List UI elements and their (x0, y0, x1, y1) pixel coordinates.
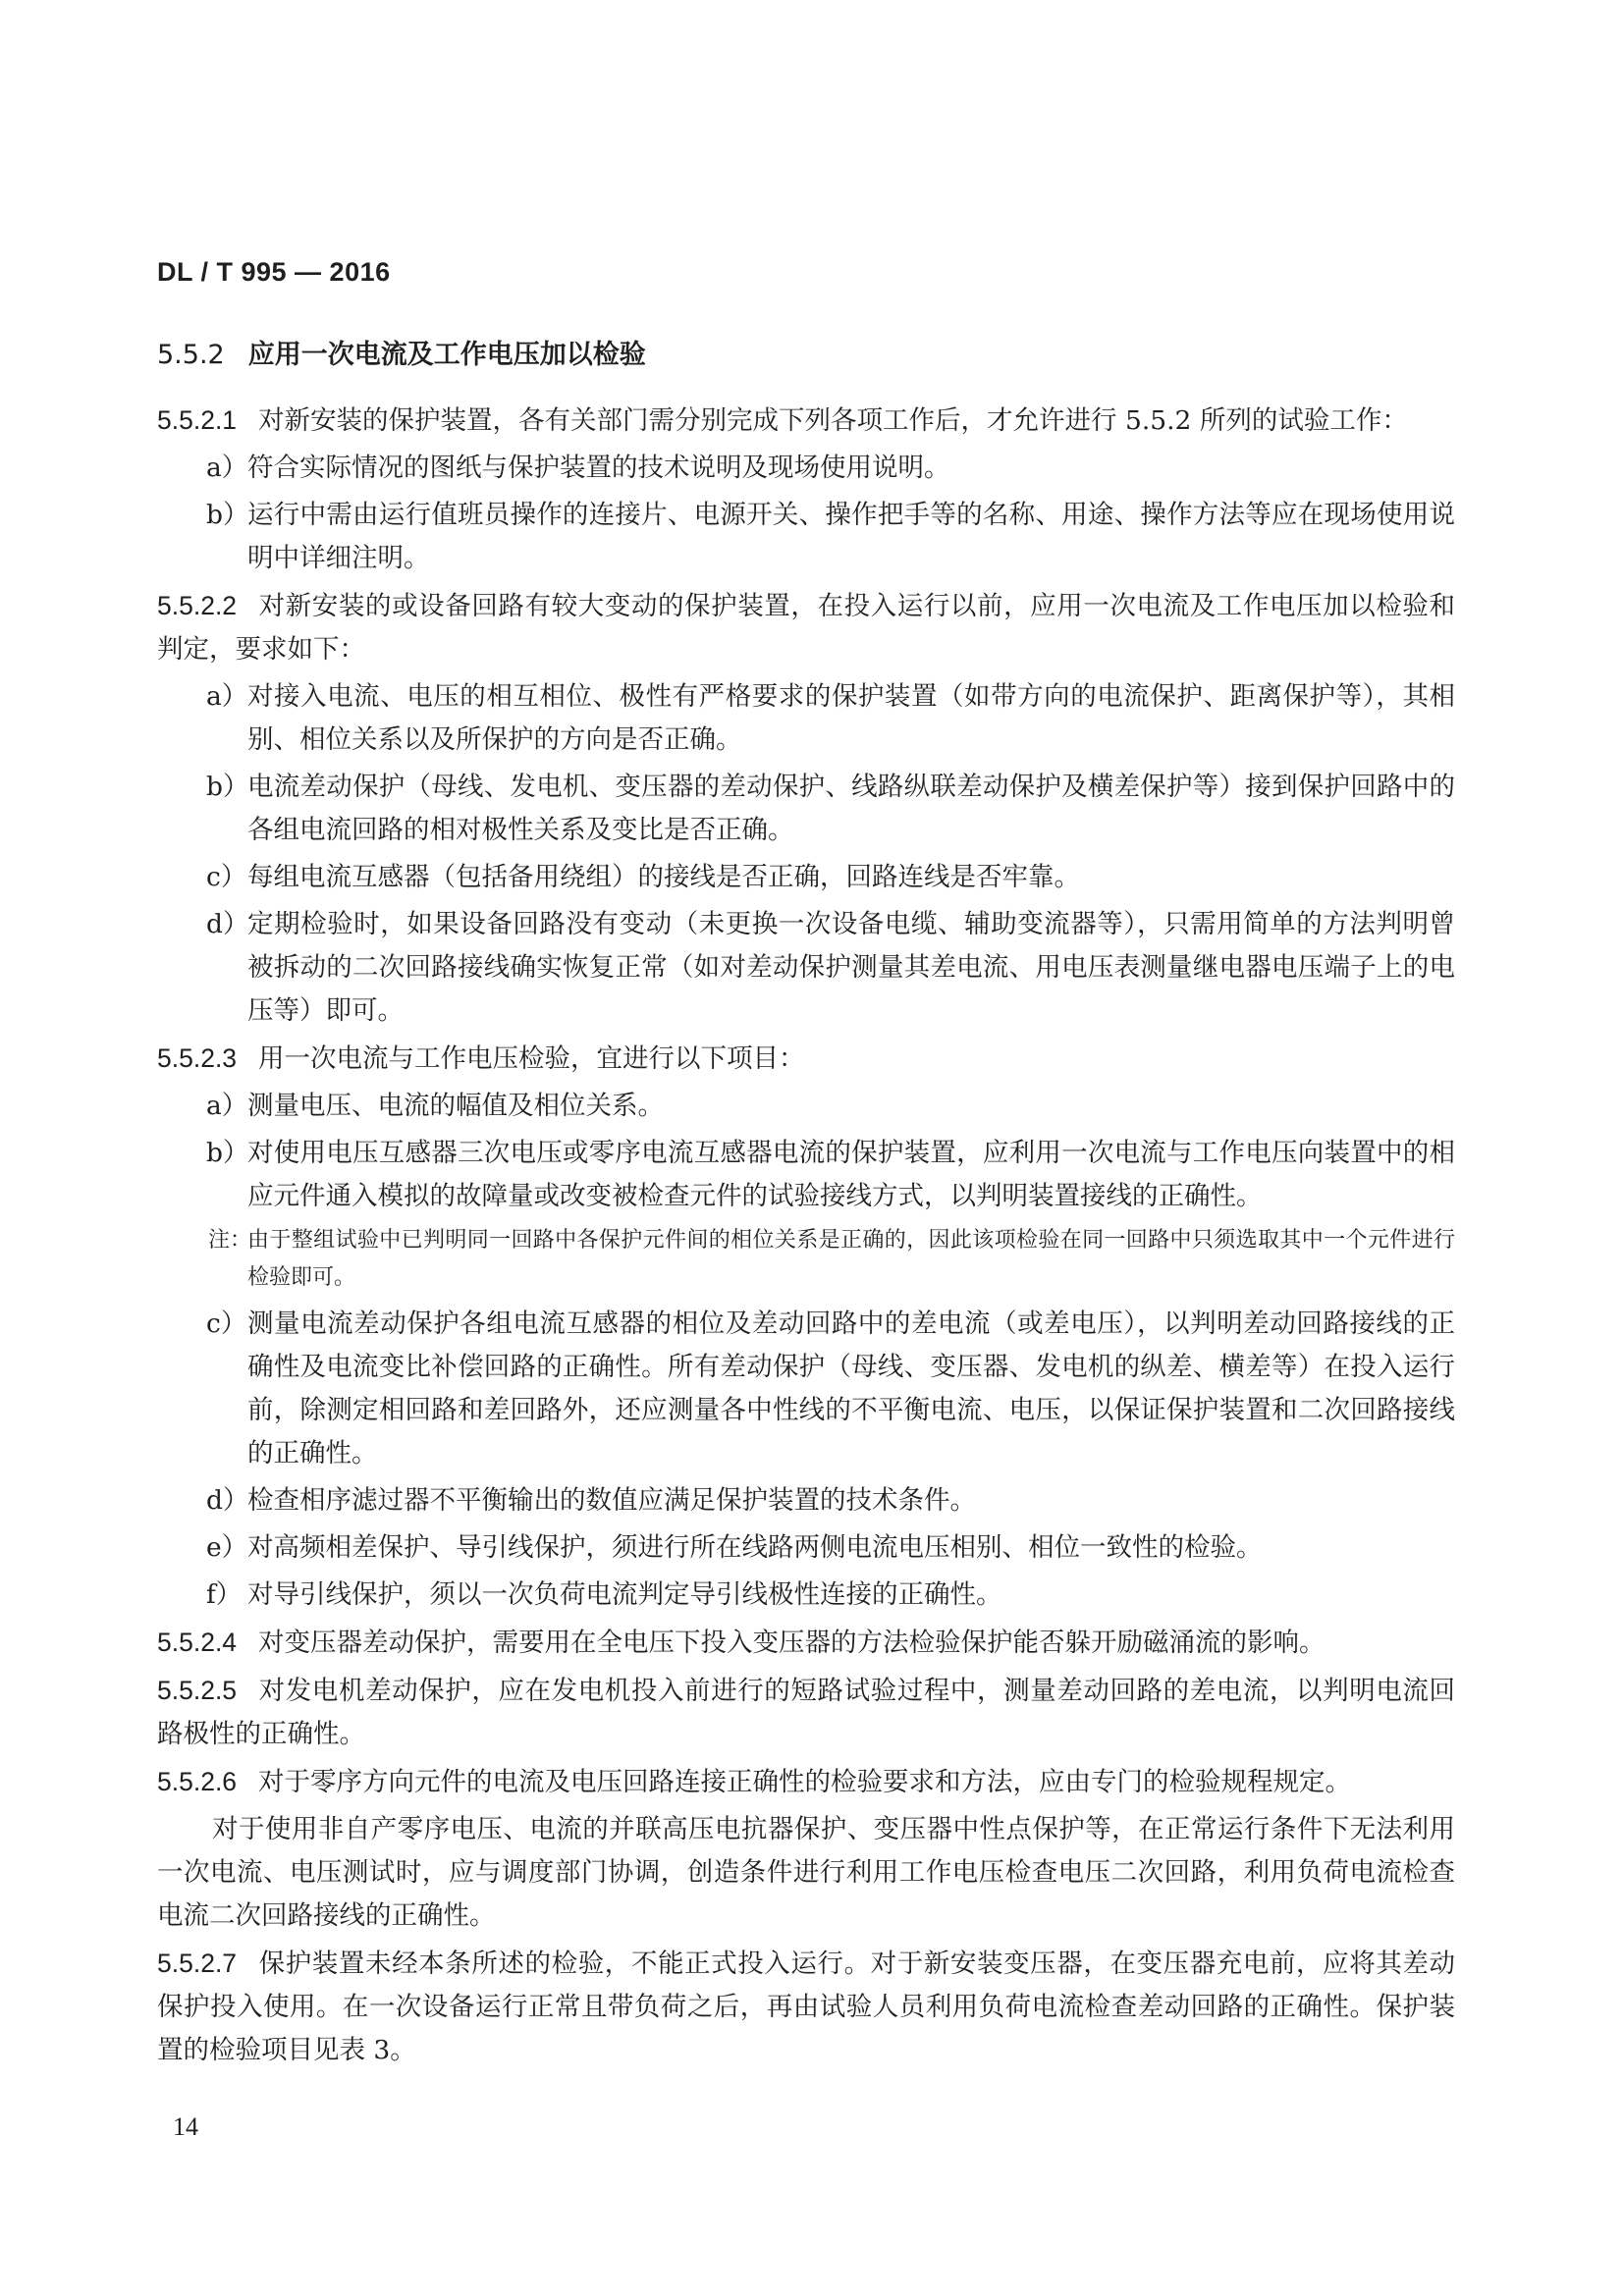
list-item (157, 1085, 1455, 1128)
item-text: 对高频相差保护、导引线保护，须进行所在线路两侧电流电压相别、相位一致性的检验。 (247, 1532, 1263, 1563)
item-text: 定期检验时，如果设备回路没有变动（未更换一次设备电缆、辅助变流器等），只需用简单的方法判明曾被拆动的二次回路接线确实恢复正常（如对差动保护测量其差电流、用电压表测量继电器电压端子上的电压等）即可。 (247, 909, 1455, 1026)
clause-text: 对发电机差动保护，应在发电机投入前进行的短路试验过程中，测量差动回路的差电流，以判明电流回路极性的正确性。 (157, 1676, 1455, 1749)
item-marker: d） (206, 1485, 249, 1516)
note (157, 1222, 1455, 1297)
clause-text: 保护装置未经本条所述的检验，不能正式投入运行。对于新安装变压器，在变压器充电前，应将其差动保护投入使用。在一次设备运行正常且带负荷之后，再由试验人员利用负荷电流检查差动回路的正确性。保护装置的检验项目见表 3。 (157, 1949, 1455, 2065)
clause-5-5-2-2 (157, 584, 1455, 671)
note-text: 由于整组试验中已判明同一回路中各保护元件间的相位关系是正确的，因此该项检验在同一回路中只须选取其中一个元件进行检验即可。 (247, 1228, 1455, 1290)
clause-text: 对新安装的保护装置，各有关部门需分别完成下列各项工作后，才允许进行 5.5.2 所列的试验工作： (258, 405, 1408, 436)
page-number: 14 (173, 2112, 198, 2141)
item-text: 对接入电流、电压的相互相位、极性有严格要求的保护装置（如带方向的电流保护、距离保护等），其相别、相位关系以及所保护的方向是否正确。 (247, 681, 1455, 755)
item-marker: b） (206, 772, 249, 802)
list-item (157, 1574, 1455, 1617)
note-marker: 注： (208, 1228, 252, 1253)
item-marker: d） (206, 909, 249, 939)
clause-number: 5.5.2.6 (157, 1767, 238, 1796)
clause-text: 对变压器差动保护，需要用在全电压下投入变压器的方法检验保护能否躲开励磁涌流的影响。 (258, 1628, 1325, 1658)
section-title: 应用一次电流及工作电压加以检验 (247, 340, 646, 370)
list-item (157, 494, 1455, 580)
document-body (157, 334, 1455, 2076)
clause-5-5-2-6 (157, 1760, 1455, 1804)
item-text: 符合实际情况的图纸与保护装置的技术说明及现场使用说明。 (247, 453, 950, 483)
item-text: 对使用电压互感器三次电压或零序电流互感器电流的保护装置，应利用一次电流与工作电压向装置中的相应元件通入模拟的故障量或改变被检查元件的试验接线方式，以判明装置接线的正确性。 (247, 1138, 1455, 1211)
clause-number: 5.5.2.2 (157, 591, 238, 620)
item-text: 电流差动保护（母线、发电机、变压器的差动保护、线路纵联差动保护及横差保护等）接到保护回路中的各组电流回路的相对极性关系及变比是否正确。 (247, 772, 1455, 845)
item-text: 每组电流互感器（包括备用绕组）的接线是否正确，回路连线是否牢靠。 (247, 862, 1080, 892)
item-marker: e） (206, 1532, 248, 1563)
clause-5-5-2-5 (157, 1669, 1455, 1756)
list-item (157, 1303, 1455, 1475)
clause-number: 5.5.2.1 (157, 405, 238, 435)
clause-number: 5.5.2.4 (157, 1628, 238, 1657)
list-item (157, 1479, 1455, 1522)
clause-5-5-2-7 (157, 1942, 1455, 2072)
body-paragraph: 对于使用非自产零序电压、电流的并联高压电抗器保护、变压器中性点保护等，在正常运行条件下无法利用一次电流、电压测试时，应与调度部门协调，创造条件进行利用工作电压检查电压二次回路，利用负荷电流检查电流二次回路接线的正确性。 (157, 1814, 1455, 1931)
document-code: DL / T 995 — 2016 (157, 257, 391, 287)
item-marker: f） (206, 1579, 243, 1610)
clause-text: 对于零序方向元件的电流及电压回路连接正确性的检验要求和方法，应由专门的检验规程规定。 (258, 1767, 1352, 1797)
list-item (157, 1526, 1455, 1570)
clause-5-5-2-4 (157, 1621, 1455, 1665)
list-item (157, 766, 1455, 852)
list-item (157, 856, 1455, 899)
item-marker: b） (206, 1138, 249, 1168)
clause-5-5-2-3 (157, 1037, 1455, 1081)
item-text: 运行中需由运行值班员操作的连接片、电源开关、操作把手等的名称、用途、操作方法等应在现场使用说明中详细注明。 (247, 500, 1455, 573)
list-item (157, 1132, 1455, 1218)
item-text: 对导引线保护，须以一次负荷电流判定导引线极性连接的正确性。 (247, 1579, 1002, 1610)
item-marker: a） (206, 681, 248, 712)
clause-text: 对新安装的或设备回路有较大变动的保护装置，在投入运行以前，应用一次电流及工作电压加以检验和判定，要求如下： (157, 591, 1455, 665)
item-marker: c） (206, 1308, 247, 1339)
clause-text: 用一次电流与工作电压检验，宜进行以下项目： (258, 1043, 805, 1074)
item-marker: b） (206, 500, 249, 530)
list-item (157, 447, 1455, 490)
item-text: 测量电流差动保护各组电流互感器的相位及差动回路中的差电流（或差电压），以判明差动回路接线的正确性及电流变比补偿回路的正确性。所有差动保护（母线、变压器、发电机的纵差、横差等）在投入运行前，除测定相回路和差回路外，还应测量各中性线的不平衡电流、电压，以保证保护装置和二次回路接线的正确性。 (247, 1308, 1455, 1468)
list-item (157, 675, 1455, 762)
item-marker: a） (206, 453, 248, 483)
item-text: 测量电压、电流的幅值及相位关系。 (247, 1091, 664, 1121)
list-item (157, 903, 1455, 1033)
item-text: 检查相序滤过器不平衡输出的数值应满足保护装置的技术条件。 (247, 1485, 976, 1516)
clause-number: 5.5.2.7 (157, 1949, 238, 1978)
section-number: 5.5.2 (157, 340, 225, 370)
section-heading (157, 334, 1455, 377)
item-marker: c） (206, 862, 247, 892)
clause-5-5-2-1 (157, 399, 1455, 443)
clause-number: 5.5.2.3 (157, 1043, 238, 1073)
item-marker: a） (206, 1091, 248, 1121)
clause-number: 5.5.2.5 (157, 1676, 238, 1705)
